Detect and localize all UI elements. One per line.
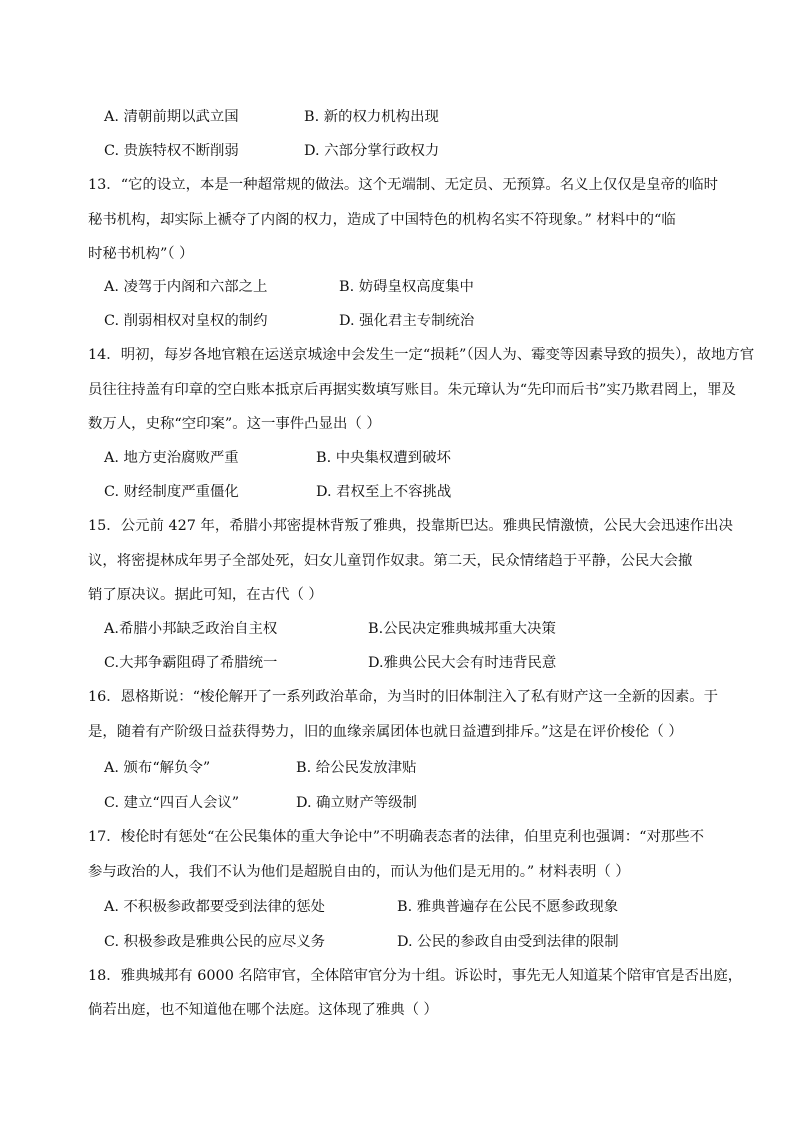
q14-option-b: B. 中央集权遭到破坏 xyxy=(316,450,451,466)
q15-stem-line-3: 销了原决议。据此可知，在古代（ ） xyxy=(88,587,323,603)
q14-option-c: C. 财经制度严重僵化 xyxy=(104,484,239,500)
q13-option-b: B. 妨碍皇权高度集中 xyxy=(339,279,474,295)
q12-option-a: A. 清朝前期以武立国 xyxy=(104,109,239,125)
q15-stem-line-2: 议，将密提林成年男子全部处死，妇女儿童罚作奴隶。第二天，民众情绪趋于平静，公民大会撤 xyxy=(88,553,693,569)
q18-stem-line-1: 18．雅典城邦有 6000 名陪审官，全体陪审官分为十组。诉讼时，事先无人知道某个陪审官是否出庭， xyxy=(88,968,743,984)
q17-option-b: B. 雅典普遍存在公民不愿参政现象 xyxy=(397,899,619,915)
q12-option-b: B. 新的权力机构出现 xyxy=(304,109,439,125)
q15-option-a: A.希腊小邦缺乏政治自主权 xyxy=(104,621,278,637)
q17-option-d: D. 公民的参政自由受到法律的限制 xyxy=(397,934,619,950)
q15-option-d: D.雅典公民大会有时违背民意 xyxy=(368,655,557,671)
q13-option-a: A. 凌驾于内阁和六部之上 xyxy=(104,279,268,295)
q16-stem-line-2: 是，随着有产阶级日益获得势力，旧的血缘亲属团体也就日益遭到排斥。”这是在评价梭伦（ ） xyxy=(88,724,683,740)
q16-option-d: D. 确立财产等级制 xyxy=(296,795,417,811)
q16-option-c: C. 建立“四百人会议” xyxy=(104,795,240,811)
q17-option-a: A. 不积极参政都要受到法律的惩处 xyxy=(104,899,326,915)
q16-stem-line-1: 16．恩格斯说：“梭伦解开了一系列政治革命，为当时的旧体制注入了私有财产这一全新的因素。于 xyxy=(88,689,719,705)
q14-stem-line-3: 数万人，史称“空印案”。这一事件凸显出（ ） xyxy=(88,416,381,432)
q17-option-c: C. 积极参政是雅典公民的应尽义务 xyxy=(104,934,326,950)
q13-stem-line-3: 时秘书机构”（ ） xyxy=(88,246,194,262)
q16-option-b: B. 给公民发放津贴 xyxy=(296,760,417,776)
q14-option-a: A. 地方吏治腐败严重 xyxy=(104,450,239,466)
q13-option-d: D. 强化君主专制统治 xyxy=(339,313,475,329)
q15-option-b: B.公民决定雅典城邦重大决策 xyxy=(368,621,556,637)
q15-option-c: C.大邦争霸阻碍了希腊统一 xyxy=(104,655,278,671)
q15-stem-line-1: 15．公元前 427 年，希腊小邦密提林背叛了雅典，投靠斯巴达。雅典民情激愤，公民大会迅速作出决 xyxy=(88,518,733,534)
q14-option-d: D. 君权至上不容挑战 xyxy=(316,484,452,500)
q14-stem-line-2: 员往往持盖有印章的空白账本抵京后再据实数填写账目。朱元璋认为“先印而后书”实乃欺君罔上，罪及 xyxy=(88,382,736,398)
q13-option-c: C. 削弱相权对皇权的制约 xyxy=(104,313,268,329)
q17-stem-line-1: 17．梭伦时有惩处“在公民集体的重大争论中”不明确表态者的法律，伯里克利也强调：“对那些不 xyxy=(88,829,705,845)
q16-option-a: A. 颁布“解负令” xyxy=(104,760,211,776)
q14-stem-line-1: 14．明初，每岁各地官粮在运送京城途中会发生一定“损耗”（因人为、霉变等因素导致的损失），故地方官 xyxy=(88,347,755,363)
q12-option-c: C. 贵族特权不断削弱 xyxy=(104,143,239,159)
q13-stem-line-2: 秘书机构，却实际上褫夺了内阁的权力，造成了中国特色的机构名实不符现象。” 材料中的“临 xyxy=(88,212,676,228)
q12-option-d: D. 六部分掌行政权力 xyxy=(304,143,440,159)
q13-stem-line-1: 13．“它的设立，本是一种超常规的做法。这个无端制、无定员、无预算。名义上仅仅是皇帝的临时 xyxy=(88,177,719,193)
q17-stem-line-2: 参与政治的人，我们不认为他们是超脱自由的，而认为他们是无用的。” 材料表明（ ） xyxy=(88,864,630,880)
q18-stem-line-2: 倘若出庭，也不知道他在哪个法庭。这体现了雅典（ ） xyxy=(88,1002,438,1018)
